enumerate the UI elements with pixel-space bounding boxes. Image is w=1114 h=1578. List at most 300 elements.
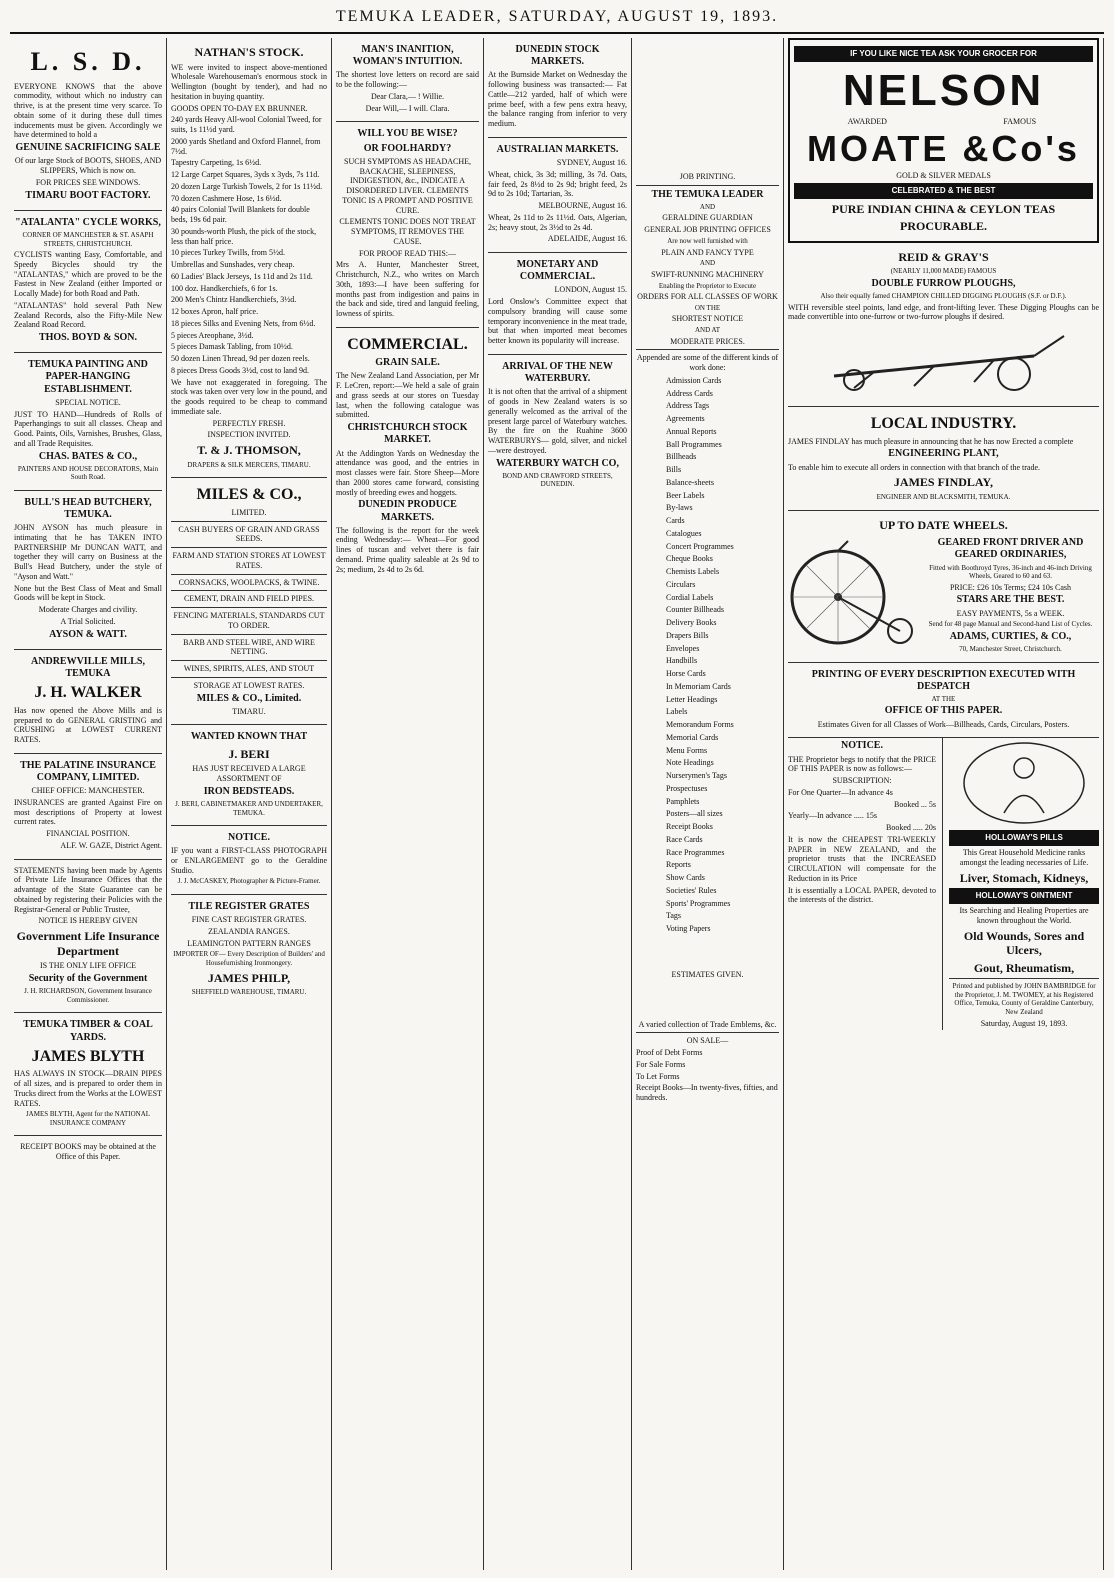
list-item: Menu Forms xyxy=(666,745,708,755)
ad-address: CORNER OF MANCHESTER & ST. ASAPH STREETS, CHRISTCHURCH. xyxy=(22,231,154,248)
ad-title: JOB PRINTING. xyxy=(679,172,736,181)
subsection-title: GRAIN SALE. xyxy=(375,357,440,369)
ad-famous: FAMOUS xyxy=(1003,117,1037,127)
ad-subtitle: OR FOOLHARDY? xyxy=(363,142,452,154)
list-item: Balance-sheets xyxy=(666,477,714,487)
ad-firm: WATERBURY WATCH CO, xyxy=(496,457,619,469)
section-commercial xyxy=(336,328,479,583)
work-intro: Appended are some of the different kinds of work done: xyxy=(636,353,779,373)
printed-date: Saturday, August 19, 1893. xyxy=(980,1018,1068,1028)
ad-painting xyxy=(14,353,162,491)
ad-notice: NOTICE IS HEREBY GIVEN xyxy=(38,916,138,926)
ad-awarded: AWARDED xyxy=(847,117,887,127)
ad-body: IF you want a FIRST-CLASS PHOTOGRAPH or ENLARGEMENT go to the Geraldine Studio. xyxy=(171,846,327,875)
list-item: FARM AND STATION STORES AT LOWEST RATES. xyxy=(172,551,326,570)
list-item: 12 Large Carpet Squares, 3yds x 3yds, 7s 11d. xyxy=(171,170,320,180)
ad-name: J. H. WALKER xyxy=(34,684,142,702)
list-item: 30 pounds-worth Plush, the pick of the stock, less than half price. xyxy=(171,226,317,246)
list-item: 70 dozen Cashmere Hose, 1s 6½d. xyxy=(171,193,282,203)
list-item: Envelopes xyxy=(666,643,700,653)
list-item: Delivery Books xyxy=(666,618,717,628)
list-item: 100 doz. Handkerchiefs, 6 for 1s. xyxy=(171,283,278,293)
dateline: MELBOURNE, August 16. xyxy=(538,201,627,211)
column-2 xyxy=(167,38,332,1570)
ad-body: STATEMENTS having been made by Agents of Private Life Insurance Offices that the advantage of the State Guarantee can be obtained by registering their Policies with the Registrar-General or Public Trustee, xyxy=(14,865,162,914)
list-item: Drapers Bills xyxy=(666,630,709,640)
article-title: MAN'S INANITION, WOMAN'S INTUITION. xyxy=(352,44,463,68)
column-6 xyxy=(784,38,1104,1570)
ad-body: Mrs A. Hunter, Manchester Street, Christchurch, N.Z., who writes on March 30th, 1893:—I have been suffering for months past from indigestion and pains in the back and side, tired and languid feeling, lowness of spirits. xyxy=(336,260,479,318)
divider xyxy=(171,660,327,661)
list-item: Address Tags xyxy=(666,401,710,411)
work-list xyxy=(636,376,779,934)
ad-tile xyxy=(171,895,327,1005)
list-item: Chemists Labels xyxy=(666,567,720,577)
ad-sign: J. BERI, CABINETMAKER AND UNDERTAKER, TEMUKA. xyxy=(175,799,323,817)
ad-title: REID & GRAY'S xyxy=(898,249,989,264)
holloway-pills-title: HOLLOWAY'S PILLS xyxy=(949,830,1099,846)
ad-title: TEMUKA TIMBER & COAL YARDS. xyxy=(23,1019,153,1043)
leader-moderate: MODERATE PRICES. xyxy=(670,336,745,346)
ad-title: TEMUKA PAINTING AND PAPER-HANGING ESTABLISHMENT. xyxy=(28,359,148,395)
list-item: Agreements xyxy=(666,414,705,424)
list-item: By-laws xyxy=(666,503,693,513)
list-item: 5 pieces Areophane, 3½d. xyxy=(171,330,254,340)
divider xyxy=(171,677,327,678)
list-item: Catalogues xyxy=(666,528,702,538)
subsection-body: Wheat, chick, 3s 3d; milling, 3s 7d. Oats, fair feed, 2s 8½d to 2s 9d; bright feed, 2s 9d to 2s 10d; Tartarian, 3s. xyxy=(488,169,627,199)
section-title: COMMERCIAL. xyxy=(347,335,468,353)
leader-offices: GENERAL JOB PRINTING OFFICES xyxy=(644,225,771,235)
list-item: CORNSACKS, WOOLPACKS, & TWINE. xyxy=(178,577,320,587)
ad-address: 70, Manchester Street, Christchurch. xyxy=(959,645,1062,654)
divider xyxy=(171,547,327,548)
ad-intro: WE were invited to inspect above-mentioned Wholesale Warehouseman's enormous stock in Wellington (bought by tender), and had no hesitation in buying quantity. xyxy=(171,62,327,101)
list-item: Umbrellas and Sunshades, very cheap. xyxy=(171,260,295,270)
list-item: Show Cards xyxy=(666,873,705,883)
receipt-books: Receipt Books—In twenty-fives, fifties, and hundreds. xyxy=(636,1083,778,1103)
list-item: Cards xyxy=(666,516,685,526)
ad-importer: IMPORTER OF— Every Description of Builders' and Housefurnishing Ironmongery. xyxy=(173,950,325,967)
subsection-body: The New Zealand Land Association, per Mr F. LeCren, report:—We held a sale of grain and grass seeds at our stores on Tuesday last, when the following catalogue was submitted. xyxy=(336,371,479,420)
ad-agent: ALF. W. GAZE, District Agent. xyxy=(60,840,162,850)
list-item: 40 pairs Colonial Twill Blankets for double beds, 19s 6d pair. xyxy=(171,205,310,225)
ad-notice xyxy=(171,826,327,895)
ad-sign: MILES & CO., Limited. xyxy=(196,692,302,704)
notice-box xyxy=(788,738,943,1030)
subsection-title: MONETARY AND COMMERCIAL. xyxy=(516,259,599,283)
ad-waterbury xyxy=(488,355,627,497)
ad-office: OFFICE OF THIS PAPER. xyxy=(884,705,1003,717)
subsection-title: AUSTRALIAN MARKETS. xyxy=(496,143,619,155)
column-1 xyxy=(10,38,167,1570)
list-item: LEAMINGTON PATTERN RANGES xyxy=(187,938,311,948)
subsection-body: At the Burnside Market on Wednesday the following business was transacted:— Fat Cattle—212 yarded, half of which were prime beef, with a few pens extra heavy, the balance ranging from inferior to very medium. xyxy=(488,70,627,129)
holloway-lsk: Liver, Stomach, Kidneys, xyxy=(959,870,1089,885)
ad-body: CYCLISTS wanting Easy, Comfortable, and Speedy Bicycles should try the "ATALANTAS," which are proved to be the Fastest in New Zealand (either Imported or Locally Made) for both Road and Path. xyxy=(14,250,162,299)
notice-cheap: It is now the CHEAPEST TRI-WEEKLY PAPER in NEW ZEALAND, and the proprietor trusts that the INCREASED CIRCULATION will compensate for the Reduction in its Price xyxy=(788,834,936,883)
list-item: Labels xyxy=(666,707,688,717)
ad-town: TIMARU. xyxy=(232,706,266,716)
leader-plain: PLAIN AND FANCY TYPE xyxy=(661,247,754,257)
list-item: Posters—all sizes xyxy=(666,809,723,819)
emblems: A varied collection of Trade Emblems, &c. xyxy=(638,1019,777,1029)
list-item: Memorial Cards xyxy=(666,732,719,742)
list-item: 2000 yards Shetland and Oxford Flannel, from 7½d. xyxy=(171,136,321,156)
list-item: 8 pieces Dress Goods 3½d, cost to land 9d. xyxy=(171,365,309,375)
ad-body-2: To enable him to execute all orders in connection with that branch of the trade. xyxy=(788,462,1041,472)
printed-by: Printed and published by JOHN BAMBRIDGE for the Proprietor, J. M. TWOMEY, at his Registered Office, Temuka, County of Geraldine Canterbury, New Zealand xyxy=(952,982,1096,1016)
ad-body: JAMES FINDLAY has much pleasure in announcing that he has now Erected a complete xyxy=(788,436,1074,446)
leader-on: ON THE xyxy=(694,303,721,312)
ad-timber xyxy=(14,1013,162,1136)
ad-wheels-text xyxy=(918,535,1099,655)
list-item: STORAGE AT LOWEST RATES. xyxy=(193,680,305,690)
ad-office: CHIEF OFFICE: MANCHESTER. xyxy=(31,786,145,796)
leader-shortest: SHORTEST NOTICE xyxy=(671,314,744,324)
sub-yearly: Yearly—In advance ..... 15s xyxy=(788,811,877,821)
section-dunedin-stock xyxy=(488,38,627,138)
ad-title: PRINTING OF EVERY DESCRIPTION EXECUTED WITH DESPATCH xyxy=(811,668,1076,692)
ad-send: Send for 48 page Manual and Second-hand List of Cycles. xyxy=(928,620,1093,629)
ad-invite: INSPECTION INVITED. xyxy=(207,430,291,440)
ad-reid-gray xyxy=(788,243,1099,407)
ad-subtitle: (NEARLY 11,000 MADE) FAMOUS xyxy=(890,267,997,276)
ad-procurable: PROCURABLE. xyxy=(899,219,987,234)
masthead-rule xyxy=(10,32,1104,34)
ad-firm: CHAS. BATES & CO., xyxy=(38,450,138,462)
list-item: Reports xyxy=(666,860,691,870)
list-item: Handbills xyxy=(666,656,698,666)
ad-name: JAMES BLYTH xyxy=(31,1047,145,1065)
leader-orders: ORDERS FOR ALL CLASSES OF WORK xyxy=(637,292,778,302)
ad-celebrated: CELEBRATED & THE BEST xyxy=(794,183,1093,199)
ad-clements-tonic xyxy=(336,122,479,327)
list-item: Tags xyxy=(666,911,681,921)
holloway-emblem xyxy=(949,738,1099,828)
ad-andrewville xyxy=(14,650,162,754)
ad-notice: SPECIAL NOTICE. xyxy=(55,397,121,407)
list-item: FENCING MATERIALS, STANDARDS CUT TO ORDER. xyxy=(173,611,325,630)
on-sale: ON SALE— xyxy=(686,1036,729,1046)
list-item: Admission Cards xyxy=(666,375,722,385)
holloway-gout: Gout, Rheumatism, xyxy=(973,960,1075,975)
sub-quarter-booked: Booked ... 5s xyxy=(894,799,936,809)
ad-tag: SHEFFIELD WAREHOUSE, TIMARU. xyxy=(191,988,307,997)
plough-illustration xyxy=(814,326,1074,396)
ad-sale: GENUINE SACRIFICING SALE xyxy=(15,142,161,154)
divider xyxy=(171,607,327,608)
ad-wheels xyxy=(788,511,1099,663)
notice-local: It is essentially a LOCAL PAPER, devoted to the interests of the district. xyxy=(788,885,936,905)
ad-wanted xyxy=(171,725,327,826)
notice-body: THE Proprietor begs to notify that the PRICE OF THIS PAPER is now as follows:— xyxy=(788,754,936,774)
ad-palatine xyxy=(14,754,162,860)
ad-title: TILE REGISTER GRATES xyxy=(188,901,310,913)
ad-firm: AYSON & WATT. xyxy=(49,628,127,640)
list-item: Address Cards xyxy=(666,388,713,398)
leader-gg: GERALDINE GUARDIAN xyxy=(662,213,753,223)
ad-bulls-head xyxy=(14,491,162,650)
ad-estimates: Estimates Given for all Classes of Work—Billheads, Cards, Circulars, Posters. xyxy=(817,719,1070,729)
ad-sign: J. J. McCASKEY, Photographer & Picture-Framer. xyxy=(177,877,321,886)
divider xyxy=(636,1032,779,1033)
list-item: Race Cards xyxy=(666,834,703,844)
divider xyxy=(171,634,327,635)
list-item: Race Programmes xyxy=(666,847,725,857)
ad-wheels-row xyxy=(788,535,1099,655)
ad-tag: ENGINEER AND BLACKSMITH, TEMUKA. xyxy=(876,493,1011,502)
ad-nelson: NELSON xyxy=(842,65,1045,115)
subsection-body: At the Addington Yards on Wednesday the attendance was good, and the entries in most classes were fair. Store Sheep—More than 2000 stores came forward, consisting mostly of breeding ewes and hoggets. xyxy=(336,448,479,497)
letter-2: Dear Will,— I will. Clara. xyxy=(365,103,450,113)
ad-sign: J. H. RICHARDSON, Government Insurance Commissioner. xyxy=(24,987,152,1004)
ad-limited: LIMITED. xyxy=(231,507,267,517)
list-item: Concert Programmes xyxy=(666,541,734,551)
list-item: ZEALANDIA RANGES. xyxy=(208,926,290,936)
list-item: Pamphlets xyxy=(666,796,700,806)
list-item: Voting Papers xyxy=(666,924,711,934)
ad-title: UP TO DATE WHEELS. xyxy=(879,517,1008,532)
ad-printing xyxy=(788,663,1099,739)
subsection-title: DUNEDIN PRODUCE MARKETS. xyxy=(358,499,457,523)
ad-tag: PAINTERS AND HOUSE DECORATORS, Main South Road. xyxy=(17,464,159,482)
list-item: Counter Billheads xyxy=(666,605,724,615)
ad-title: NATHAN'S STOCK. xyxy=(194,45,304,59)
list-item: FINE CAST REGISTER GRATES. xyxy=(191,915,307,925)
ad-medals: GOLD & SILVER MEDALS xyxy=(896,171,991,181)
ad-iron: IRON BEDSTEADS. xyxy=(203,785,295,797)
subsection-body: Lord Onslow's Committee expect that compulsory branding will cause some temporary inconvenience in the meat trade, but that when imported meat becomes better known its popularity will increase. xyxy=(488,297,627,346)
ad-double: DOUBLE FURROW PLOUGHS, xyxy=(871,277,1016,289)
list-item: Ball Programmes xyxy=(666,439,722,449)
ad-body: HAS JUST RECEIVED A LARGE ASSORTMENT OF xyxy=(192,764,306,784)
ad-close: We have not exaggerated in foregoing. The stock was taken over very low in the pound, and the goods required to be cheap to command immediate sale. xyxy=(171,377,327,416)
list-item: 5 pieces Damask Tabling, from 10½d. xyxy=(171,342,293,352)
bicycle-illustration xyxy=(788,535,918,655)
list-item: 240 yards Heavy All-wool Colonial Tweed, for suits, 1s 11½d yard. xyxy=(171,115,322,135)
list-item: Receipt Books xyxy=(666,822,713,832)
list-item: CEMENT, DRAIN AND FIELD PIPES. xyxy=(183,594,315,604)
divider xyxy=(171,574,327,575)
ad-easy: EASY PAYMENTS, 5s a WEEK. xyxy=(956,608,1065,618)
list-item: Circulars xyxy=(666,579,696,589)
leader-title: THE TEMUKA LEADER xyxy=(651,188,764,200)
ad-charges: Moderate Charges and civility. xyxy=(38,605,138,615)
ad-receipt-books xyxy=(14,1136,162,1170)
list-item: Prospectuses xyxy=(666,783,708,793)
ad-local-industry xyxy=(788,407,1099,510)
list-item: Annual Reports xyxy=(666,426,717,436)
divider xyxy=(636,185,779,186)
ad-body: WITH reversible steel points, land edge, and front-lifting lever. These Digging Ploughs can be made convertible into one-furrow or two-furrow ploughs if desired. xyxy=(788,302,1099,322)
ad-plant: ENGINEERING PLANT, xyxy=(888,448,999,460)
ad-season: PERFECTLY FRESH. xyxy=(212,418,286,428)
ad-nelson-moate xyxy=(788,38,1099,243)
subsection-title: CHRISTCHURCH STOCK MARKET. xyxy=(347,422,468,446)
leader-furnished: Are now well furnished with xyxy=(667,236,748,245)
ad-body: INSURANCES are granted Against Fire on most descriptions of Property at lowest current rates. xyxy=(14,797,162,827)
list-item: 12 boxes Apron, half price. xyxy=(171,307,259,317)
ad-symptoms: SUCH SYMPTOMS AS HEADACHE, BACKACHE, SLEEPINESS, INDIGESTION, &c., INDICATE A DISORDERED LIVER. CLEMENTS TONIC IS A PROMPT AND POSITIVE CURE. xyxy=(342,156,473,215)
ad-body: RECEIPT BOOKS may be obtained at the Office of this Paper. xyxy=(20,1142,156,1162)
list-item: 18 pieces Silks and Evening Nets, from 6½d. xyxy=(171,318,316,328)
holloway-pills-body: This Great Household Medicine ranks amongst the leading necessaries of Life. xyxy=(959,848,1089,867)
column-5 xyxy=(632,38,784,1570)
list-item: CASH BUYERS OF GRAIN AND GRASS SEEDS. xyxy=(178,524,320,544)
list-item: WINES, SPIRITS, ALES, AND STOUT xyxy=(183,664,315,674)
list-item: Sports' Programmes xyxy=(666,898,731,908)
ad-nathan xyxy=(171,38,327,478)
ad-moate: MOATE &Co's xyxy=(807,128,1080,170)
ad-title: THE PALATINE INSURANCE COMPANY, LIMITED. xyxy=(20,759,156,783)
list-item: Billheads xyxy=(666,452,697,462)
ad-trial: A Trial Solicited. xyxy=(60,616,116,626)
list-item: 60 Ladies' Black Jerseys, 1s 11d and 2s 11d. xyxy=(171,271,313,281)
ad-body: It is not often that the arrival of a shipment of goods in New Zealand waters is so generally welcomed as the arrival of the present large parcel of Waterbury watches. By the fire on the Ruahine 3600 WATERBURYS— gold, silver, and nickel—were destroyed. xyxy=(488,387,627,455)
ad-title: ANDREWVILLE MILLS, TEMUKA xyxy=(31,655,145,680)
ad-title: MILES & CO., xyxy=(196,486,302,504)
estimates: ESTIMATES GIVEN. xyxy=(671,969,744,979)
ad-body: HAS ALWAYS IN STOCK—DRAIN PIPES of all sizes, and is prepared to order them in Trucks direct from the Works at the LOWEST RATES. xyxy=(14,1069,162,1108)
column-4 xyxy=(484,38,632,1570)
list-item: Letter Headings xyxy=(666,694,718,704)
section-australian xyxy=(488,138,627,253)
ad-job-printing xyxy=(636,38,779,1111)
list-item: GOODS OPEN TO-DAY EX BRUNNER. xyxy=(171,103,308,113)
holloway-wounds: Old Wounds, Sores and Ulcers, xyxy=(963,928,1085,958)
holloway-ointment-title: HOLLOWAY'S OINTMENT xyxy=(949,888,1099,904)
ad-stars: STARS ARE THE BEST. xyxy=(956,594,1065,606)
ad-at: AT THE xyxy=(931,694,956,703)
ad-firm: T. & J. THOMSON, xyxy=(197,443,301,458)
leader-and-2: AND xyxy=(699,259,716,268)
list-item: Horse Cards xyxy=(666,669,706,679)
subsection-body: Wheat, 2s 11d to 2s 11½d. Oats, Algerian, 2s; heavy stout, 2s 3½d to 2s 4d. xyxy=(488,212,627,232)
ad-title: "ATALANTA" CYCLE WORKS, xyxy=(15,216,161,228)
holloway-box xyxy=(943,738,1099,1030)
ad-firm: ADAMS, CURTIES, & CO., xyxy=(949,630,1072,642)
ad-body: EVERYONE KNOWS that the above commodity, without which no industry can thrive, is at the present time very scarce. To obtain some of it during these dull times inducements must be given. Accordingly we have determined to hold a xyxy=(14,81,162,140)
sub-yearly-booked: Booked ..... 20s xyxy=(886,823,936,833)
ad-body-2: None but the Best Class of Meat and Small Goods will be kept in Stock. xyxy=(14,583,162,603)
ad-miles xyxy=(171,478,327,725)
ad-stock: Of our large Stock of BOOTS, SHOES, AND SLIPPERS, Which is now on. xyxy=(14,156,162,176)
list-item: Proof of Debt Forms xyxy=(636,1048,703,1058)
divider xyxy=(949,978,1099,979)
ad-title: NOTICE. xyxy=(228,832,270,844)
list-item: 50 dozen Linen Thread, 9d per dozen reels. xyxy=(171,354,310,364)
list-item: 20 dozen Large Turkish Towels, 2 for 1s 11½d. xyxy=(171,181,323,191)
list-item: Bills xyxy=(666,465,682,475)
ad-title: LOCAL INDUSTRY. xyxy=(870,415,1017,433)
ad-name: J. BERI xyxy=(228,746,270,761)
section-monetary xyxy=(488,253,627,355)
ad-prices: FOR PRICES SEE WINDOWS. xyxy=(35,177,141,187)
list-item: Nurserymen's Tags xyxy=(666,771,727,781)
ad-body-2: "ATALANTAS" hold several Path New Zealand Records, also the Fifty-Mile New Zealand Road Record. xyxy=(14,300,162,330)
ad-note: CLEMENTS TONIC DOES NOT TREAT SYMPTOMS, IT REMOVES THE CAUSE. xyxy=(339,217,476,246)
ad-address: BOND AND CRAWFORD STREETS, DUNEDIN. xyxy=(502,471,613,489)
list-item: Societies' Rules xyxy=(666,885,717,895)
ad-name: JAMES FINDLAY, xyxy=(893,475,994,490)
ad-items xyxy=(171,104,327,376)
list-item: Beer Labels xyxy=(666,490,705,500)
ad-award-row xyxy=(794,117,1093,127)
article-mans-inanition xyxy=(336,38,479,122)
ad-firm: THOS. BOYD & SON. xyxy=(38,332,138,344)
ad-security: Security of the Government xyxy=(28,973,148,985)
ad-price: PRICE: £26 10s Terms; £24 10s Cash xyxy=(949,582,1072,592)
ad-dept: Government Life Insurance Department xyxy=(16,929,160,958)
subsection-body: The following is the report for the week ending Wednesday:— Wheat—For good lines of tuscan and velvet there is fair demand. Prime quality saleable at 2s 9d to 2s; medium, 2s 4d to 2s 6d. xyxy=(336,525,479,574)
notice-title: NOTICE. xyxy=(841,740,883,752)
list-item: In Memoriam Cards xyxy=(666,681,731,691)
holloway-ointment-body: Its Searching and Healing Properties are known throughout the World. xyxy=(959,906,1089,925)
ad-tagline: IF YOU LIKE NICE TEA ASK YOUR GROCER FOR xyxy=(794,46,1093,62)
ad-pure: PURE INDIAN CHINA & CEYLON TEAS xyxy=(831,201,1056,216)
leader-and: AND xyxy=(699,202,716,211)
subscription-title: SUBSCRIPTION: xyxy=(832,776,892,786)
list-item: Memorandum Forms xyxy=(666,720,734,730)
ad-tag: DRAPERS & SILK MERCERS, TIMARU. xyxy=(187,460,311,469)
leader-enabling: Enabling the Proprietor to Execute xyxy=(658,281,757,290)
ad-financial: FINANCIAL POSITION. xyxy=(46,829,130,839)
ad-proof: FOR PROOF READ THIS:— xyxy=(359,248,456,258)
ad-body: Has now opened the Above Mills and is prepared to do GENERAL GRISTING and CRUSHING at LOWEST CURRENT RATES. xyxy=(14,705,162,745)
list-item: BARB AND STEEL WIRE, AND WIRE NETTING. xyxy=(183,637,315,657)
column-3 xyxy=(332,38,484,1570)
ad-chilled: Also their equally famed CHAMPION CHILLED DIGGING PLOUGHS (S.F. or D.F.). xyxy=(820,292,1067,301)
dateline: LONDON, August 15. xyxy=(554,285,627,295)
leader-and-3: AND AT xyxy=(694,326,721,335)
page-title: TEMUKA LEADER, SATURDAY, AUGUST 19, 1893. xyxy=(335,8,779,25)
subsection-title: DUNEDIN STOCK MARKETS. xyxy=(515,44,600,68)
bottom-row xyxy=(788,738,1099,1030)
ad-title: ARRIVAL OF THE NEW WATERBURY. xyxy=(502,360,613,385)
ad-geared: GEARED FRONT DRIVER AND GEARED ORDINARIES, xyxy=(937,537,1084,561)
letter-1: Dear Clara,— ! Willie. xyxy=(370,91,445,101)
leader-machinery: SWIFT-RUNNING MACHINERY xyxy=(651,269,764,279)
list-item: 200 Men's Chintz Handkerchiefs, 3½d. xyxy=(171,295,297,305)
list-item: To Let Forms xyxy=(636,1071,680,1081)
ad-name: JAMES PHILP, xyxy=(207,970,291,985)
divider xyxy=(636,349,779,350)
article-body: The shortest love letters on record are said to be the following:— xyxy=(336,70,479,90)
list-item: 10 pieces Turkey Twills, from 5½d. xyxy=(171,248,285,258)
dateline: SYDNEY, August 16. xyxy=(556,158,627,168)
ad-agent: JAMES BLYTH, Agent for the NATIONAL INSURANCE COMPANY xyxy=(25,1110,151,1127)
ad-atalanta xyxy=(14,211,162,353)
ad-firm: TIMARU BOOT FACTORY. xyxy=(25,189,151,201)
ad-statements xyxy=(14,860,162,1014)
list-item: Cordial Labels xyxy=(666,592,714,602)
ad-title: L. S. D. xyxy=(30,47,146,76)
ad-body: JUST TO HAND—Hundreds of Rolls of Paperhangings to suit all classes. Cheap and Good. Paints, Oils, Varnishes, Brushes, Glass, and all Trade Requisites. xyxy=(14,409,162,448)
ad-body: JOHN AYSON has much pleasure in intimating that he has TAKEN INTO PARTNERSHIP Mr DUNCAN WATT, and together they will carry on Business at the Bull's Head Butchery, under the style of "Ayson and Watt." xyxy=(14,523,162,581)
ad-only: IS THE ONLY LIFE OFFICE xyxy=(39,961,137,971)
divider xyxy=(171,521,327,522)
ad-title: WILL YOU BE WISE? xyxy=(357,128,458,140)
divider xyxy=(171,590,327,591)
sub-quarter: For One Quarter—In advance 4s xyxy=(788,787,893,797)
ad-title: BULL'S HEAD BUTCHERY, TEMUKA. xyxy=(24,496,152,521)
ad-title: WANTED KNOWN THAT xyxy=(190,731,308,743)
dateline: ADELAIDE, August 16. xyxy=(547,234,627,244)
list-item: Note Headings xyxy=(666,758,714,768)
ad-lsd xyxy=(14,38,162,211)
list-item: For Sale Forms xyxy=(636,1059,686,1069)
